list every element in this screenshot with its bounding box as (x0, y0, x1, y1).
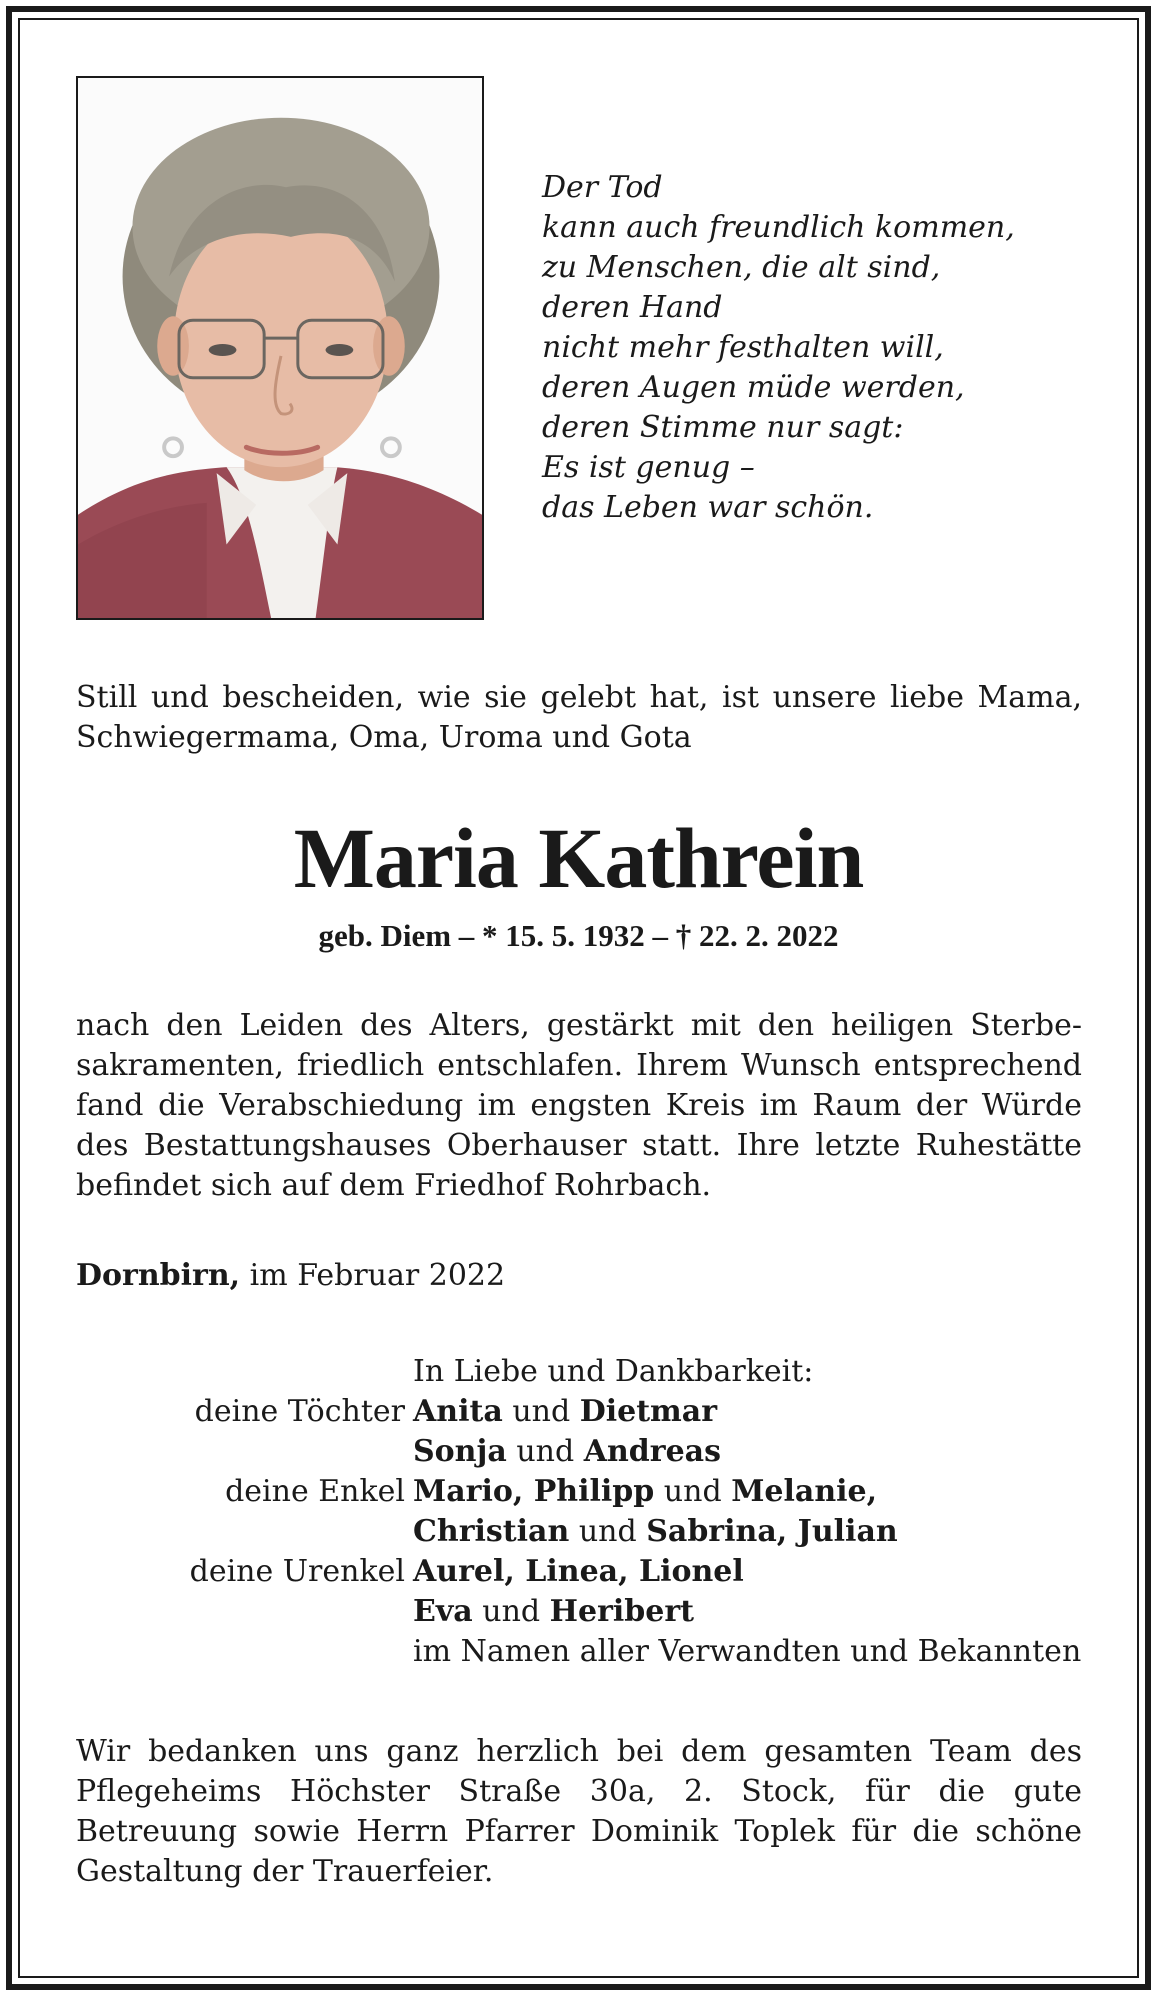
family-member-name: Anita (413, 1394, 503, 1429)
family-relation-label (76, 1632, 413, 1672)
family-relation-label: deine Urenkel (189, 1554, 405, 1589)
family-connector: und (472, 1594, 550, 1629)
family-names (413, 1432, 721, 1472)
poem-line: nicht mehr festhalten will, (542, 330, 944, 365)
family-names (413, 1472, 877, 1512)
family-names (413, 1392, 717, 1432)
family-member-name: Eva (413, 1594, 473, 1629)
intro-text: Still und bescheiden, wie sie gelebt hat, ist unsere liebe Mama, Schwiegermama, Oma, Uroma und Gota (76, 680, 1082, 755)
poem-line: Der Tod (542, 170, 663, 205)
family-row (76, 1472, 1082, 1512)
notice-body: nach den Leiden des Alters, gestärkt mit den heiligen Sterbesakramenten, friedlich entschlafen. Ihrem Wunsch entsprechend fand die Verabschiedung im engsten Kreis im Raum der Würde des Bestattungshauses Oberhauser statt. Ihre letzte Ruhestätte befindet sich auf dem Friedhof Rohrbach. (76, 1008, 1082, 1203)
family-row (76, 1512, 1082, 1552)
birth-death-dates: geb. Diem – * 15. 5. 1932 – † 22. 2. 2022 (318, 918, 839, 953)
family-connector: und (502, 1394, 580, 1429)
family-list (76, 1352, 1082, 1672)
place-city: Dornbirn, (76, 1258, 241, 1293)
place-date: im Februar 2022 (240, 1258, 506, 1293)
family-connector: und (654, 1474, 732, 1509)
family-connector: im Namen aller Verwandten und Bekannten (413, 1634, 1082, 1669)
family-member-name: Melanie, (731, 1474, 878, 1509)
family-names (413, 1592, 694, 1632)
family-row (76, 1432, 1082, 1472)
poem-line: deren Stimme nur sagt: (542, 410, 904, 445)
place-date-line (76, 1256, 505, 1296)
family-relation-label: deine Töchter (194, 1394, 405, 1429)
poem-line: Es ist genug – (542, 450, 755, 485)
family-relation-label (76, 1512, 413, 1552)
family-names (413, 1552, 744, 1592)
poem-line: das Leben war schön. (542, 490, 874, 525)
poem (542, 168, 1102, 528)
family-member-name: Mario, Philipp (413, 1474, 655, 1509)
deceased-name: Maria Kathrein (293, 810, 864, 906)
family-row (76, 1592, 1082, 1632)
family-row (76, 1632, 1082, 1672)
family-row (76, 1392, 1082, 1432)
family-connector: und (569, 1514, 647, 1549)
family-relation-label (76, 1432, 413, 1472)
family-relation-label (76, 1592, 413, 1632)
thanks-text: Wir bedanken uns ganz herzlich bei dem gesamten Team des Pflegeheims Höchster Straße 30a, 2. Stock, für die gute Betreuung sowie Herrn Pfarrer Dominik Toplek für die schöne Gestaltung der Trauerfeier. (76, 1734, 1082, 1889)
family-member-name: Christian (413, 1514, 570, 1549)
poem-line: kann auch freundlich kommen, (542, 210, 1015, 245)
family-member-name: Sonja (413, 1434, 507, 1469)
family-heading-row (76, 1352, 1082, 1392)
family-relation-label: deine Enkel (225, 1474, 405, 1509)
family-member-name: Heribert (549, 1594, 695, 1629)
family-connector: und (506, 1434, 584, 1469)
family-row (76, 1552, 1082, 1592)
poem-line: deren Augen müde werden, (542, 370, 965, 405)
portrait-photo (76, 76, 484, 620)
family-names (413, 1632, 1081, 1672)
family-member-name: Andreas (583, 1434, 721, 1469)
family-heading: In Liebe und Dankbarkeit: (413, 1354, 814, 1389)
family-member-name: Dietmar (579, 1394, 718, 1429)
poem-line: zu Menschen, die alt sind, (542, 250, 941, 285)
poem-line: deren Hand (542, 290, 723, 325)
family-member-name: Aurel, Linea, Lionel (413, 1554, 744, 1589)
family-member-name: Sabrina, Julian (646, 1514, 898, 1549)
family-names (413, 1512, 898, 1552)
